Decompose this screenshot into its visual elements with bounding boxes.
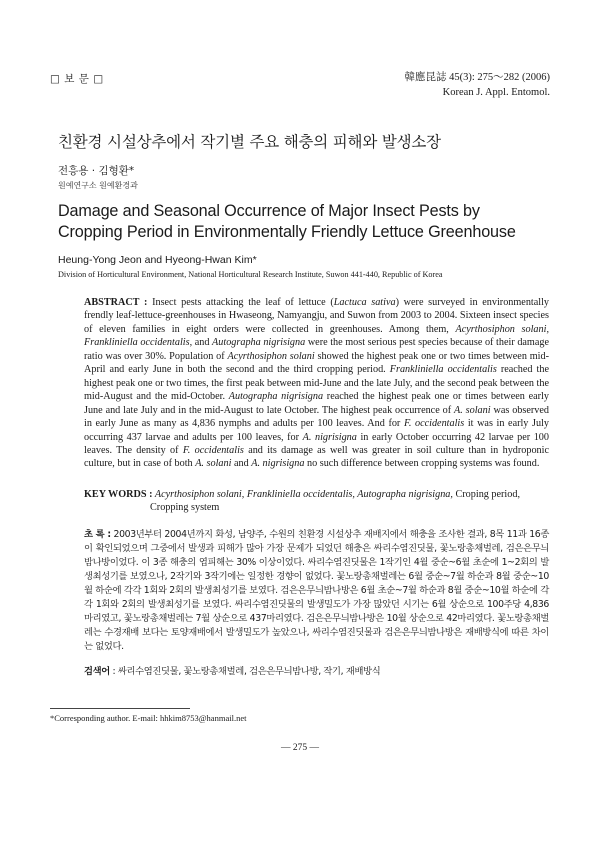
abstract-text: were the most serious pest species because of their damage ratio was over 30%. Population of	[84, 337, 549, 362]
authors-korean: 전흥용 · 김형환*	[58, 165, 135, 177]
section-label: □ 보 문 □	[50, 73, 104, 85]
abstract-text: it was in early July occurring 437 larvae and adults per 100 leaves, for	[84, 418, 549, 443]
corresponding-author-footnote: *Corresponding author. E-mail: hhkim8753@hanmail.net	[50, 713, 247, 723]
keywords-line2: Cropping system	[150, 502, 220, 514]
footnote-divider	[50, 708, 190, 709]
keywords-species: Acyrthosiphon solani, Frankliniella occidentalis, Autographa nigrisigna,	[152, 489, 453, 500]
abstract-text: Insect pests attacking the leaf of lettuce (	[147, 297, 334, 308]
abstract-text: no such difference between cropping systems was found.	[304, 458, 540, 470]
keywords-english	[84, 488, 549, 515]
species-name: F. occidentalis	[182, 444, 244, 456]
title-english: Damage and Seasonal Occurrence of Major Insect Pests by Cropping Period in Environmentally Friendly Lettuce Greenhouse	[58, 202, 516, 241]
keywords-label: KEY WORDS :	[84, 489, 153, 500]
species-name: Acyrthosiphon solani	[227, 350, 315, 362]
abstract-text: ) were surveyed in environmentally frendly leaf-lettuce-greenhouses in Hwaseong, Namyangju, and Suwon from 2003 to 2004. Sixteen insect species of eleven families in eight orders were collected in greenhouses. Among them,	[84, 297, 550, 335]
species-name: A. nigrisigna	[302, 431, 357, 443]
abstract-korean	[84, 528, 549, 654]
journal-citation: 韓應昆誌 45(3): 275～282 (2006)	[404, 72, 550, 83]
keywords-korean-text: : 싸리수염진딧물, 꽃노랑총채벌레, 검은은무늬밤나방, 작기, 재배방식	[109, 666, 381, 677]
abstract-english	[84, 296, 549, 471]
species-name: F. occidentalis	[403, 418, 465, 430]
species-name: Lactuca sativa	[333, 297, 396, 308]
abstract-text: reached the highest peak one or times between early June and late July and in the mid-August to late October. The highest peak occurrence of	[84, 391, 549, 416]
abstract-text: was observed in early June as many as 4,836 nymphs and adults per 100 leaves. And for	[84, 404, 549, 430]
abstract-text: in early October occurring 42 larvae per 100 leaves. The density of	[84, 431, 549, 456]
abstract-korean-text: 2003년부터 2004년까지 화성, 남양주, 수원의 친환경 시설상추 재배지에서 해충을 조사한 결과, 8목 11과 16종이 확인되었으며 그중에서 발생과 피해가 많아 가장 문제가 되었던 해충은 싸리수염진딧물, 꽃노랑총채벌레, 검은은무늬밤나방이었다. 이 3종 해충의 엽피해는 30% 이상이었다. 싸리수염진딧물은 1작기인 4월 중순~6월 초순에 1~2회의 발생최성기를 보였으나, 2작기와 3작기에는 일정한 경향이 없었다. 꽃노랑총채벌레는 6월 중순~7월 하순과 8월 중순~10월 하순에 각각 1회와 2회의 발생최성기를 보였다. 검은은무늬밤나방은 6월 초순~7월 하순과 8월 중순~10월 하순에 각각 1회와 2회의 발생최성기를 보였다. 싸리수염진딧물의 발생밀도가 가장 많았던 시기는 6월 상순으로 100주당 4,836마리였고, 꽃노랑총채벌레는 7월 상순으로 437마리였다. 검은은무늬밤나방은 10월 상순으로 42마리였다. 꽃노랑총채벌레는 수경재배 보다는 토양재배에서 발생밀도가 높았으나, 싸리수염진딧물과 검은은무늬밤나방은 재배방식에 따른 차이는 없었다.	[84, 529, 549, 652]
affiliation-english: Division of Horticultural Environment, National Horticultural Research Institute, Suwon 441-440, Republic of Korea	[58, 270, 443, 279]
page-number: — 275 —	[281, 743, 319, 753]
abstract-text: showed the highest peak one or two times between mid-April and early June in both the second and the third cropping period.	[84, 350, 550, 376]
journal-name: Korean J. Appl. Entomol.	[442, 87, 550, 98]
abstract-label: ABSTRACT :	[84, 297, 148, 308]
journal-header	[404, 70, 550, 100]
authors-english: Heung-Yong Jeon and Hyeong-Hwan Kim*	[58, 254, 257, 266]
keywords-korean-label: 검색어	[84, 666, 110, 677]
keywords-korean	[84, 663, 380, 677]
species-name: A. solani	[454, 404, 491, 416]
species-name: A. nigrisigna	[251, 458, 305, 470]
abstract-text: and its damage as well was greater in soil culture than in hydroponic culture, but in case of both	[84, 444, 549, 470]
affiliation-korean: 원예연구소 원예환경과	[58, 181, 138, 190]
species-name: Acyrthosiphon solani, Frankliniella occidentalis,	[84, 323, 549, 349]
species-name: Autographa nigrisigna	[228, 391, 324, 403]
species-name: Frankliniella occidentalis	[389, 364, 497, 376]
abstract-text: and	[231, 458, 252, 470]
abstract-text: reached the highest peak one or two times, the first peak between mid-June and the late July, and the second peak between the mid-August and the mid-October.	[84, 364, 549, 403]
species-name: A. solani	[195, 458, 232, 470]
species-name: Autographa nigrisigna	[212, 337, 306, 349]
title-korean: 친환경 시설상추에서 작기별 주요 해충의 피해와 발생소장	[58, 133, 441, 151]
keywords-plain: Croping period,	[452, 489, 520, 500]
abstract-text: and	[192, 337, 213, 349]
abstract-korean-label: 초 록 :	[84, 529, 111, 540]
